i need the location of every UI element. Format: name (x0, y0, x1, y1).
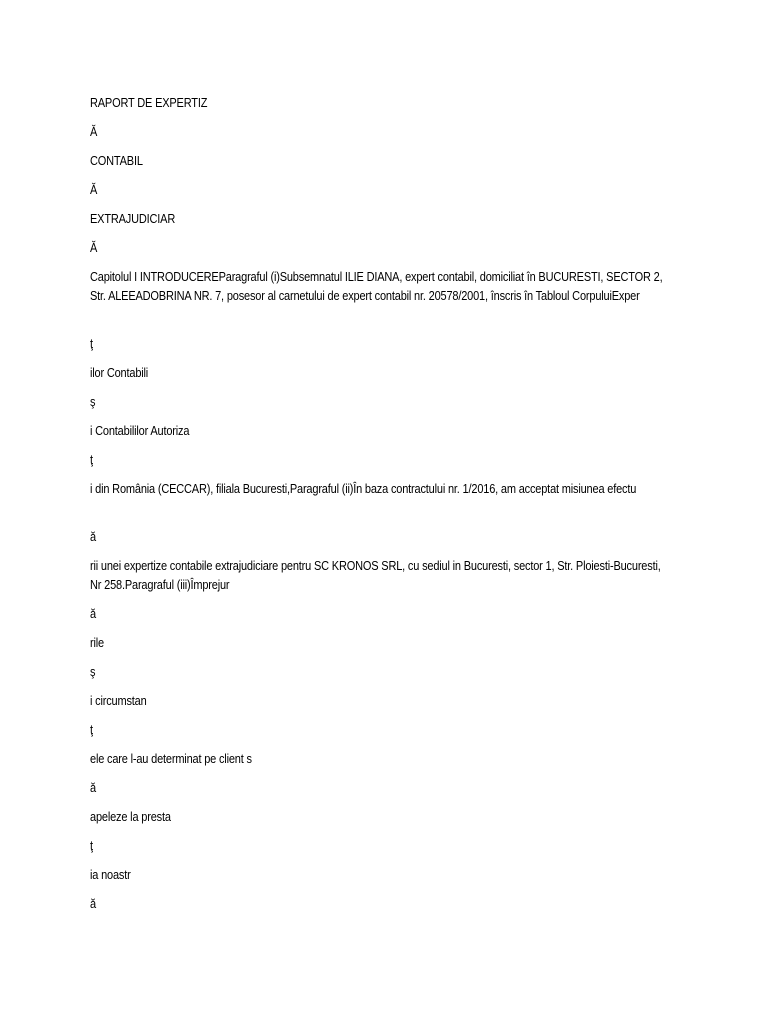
text-fragment: ţ (90, 839, 93, 853)
paragraph-fragment: ilor Contabili (90, 366, 149, 380)
text-fragment: ţ (90, 723, 93, 737)
text-fragment: Ă (90, 125, 98, 139)
text-fragment: ă (90, 607, 96, 621)
paragraph-fragment: ia noastr (90, 868, 131, 882)
paragraph-fragment: i Contabililor Autoriza (90, 424, 190, 438)
paragraph-fragment: apeleze la presta (90, 810, 171, 824)
text-fragment: ă (90, 530, 96, 544)
text-fragment: Ă (90, 241, 98, 255)
report-title-extrajudiciar: EXTRAJUDICIAR (90, 212, 176, 226)
text-fragment: Ă (90, 183, 98, 197)
report-title-contabil: CONTABIL (90, 154, 143, 168)
paragraph-fragment: ele care l-au determinat pe client s (90, 752, 252, 766)
paragraph-contract: i din România (CECCAR), filiala Bucuresti,Paragraful (ii)În baza contractului nr. 1/2016, am acceptat misiunea efectu (90, 482, 637, 496)
text-fragment: ă (90, 781, 96, 795)
paragraph-introduction: Capitolul I INTRODUCEREParagraful (i)Subsemnatul ILIE DIANA, expert contabil, domiciliat în BUCURESTI, SECTOR 2, Str. ALEEADOBRINA NR. 7, posesor al carnetului de expert contabil nr. 20578/2001, înscris în Tabloul CorpuluiExper (90, 270, 663, 303)
text-fragment: ă (90, 897, 96, 911)
text-fragment: ş (90, 665, 96, 679)
paragraph-expertise: rii unei expertize contabile extrajudiciare pentru SC KRONOS SRL, cu sediul in Bucuresti, sector 1, Str. Ploiesti-Bucuresti, Nr 258.Paragraful (iii)Împrejur (90, 559, 661, 592)
text-fragment: ţ (90, 337, 93, 351)
report-title: RAPORT DE EXPERTIZ (90, 96, 208, 110)
text-fragment: ţ (90, 453, 93, 467)
paragraph-fragment: i circumstan (90, 694, 147, 708)
paragraph-fragment: rile (90, 636, 104, 650)
text-fragment: ş (90, 395, 96, 409)
